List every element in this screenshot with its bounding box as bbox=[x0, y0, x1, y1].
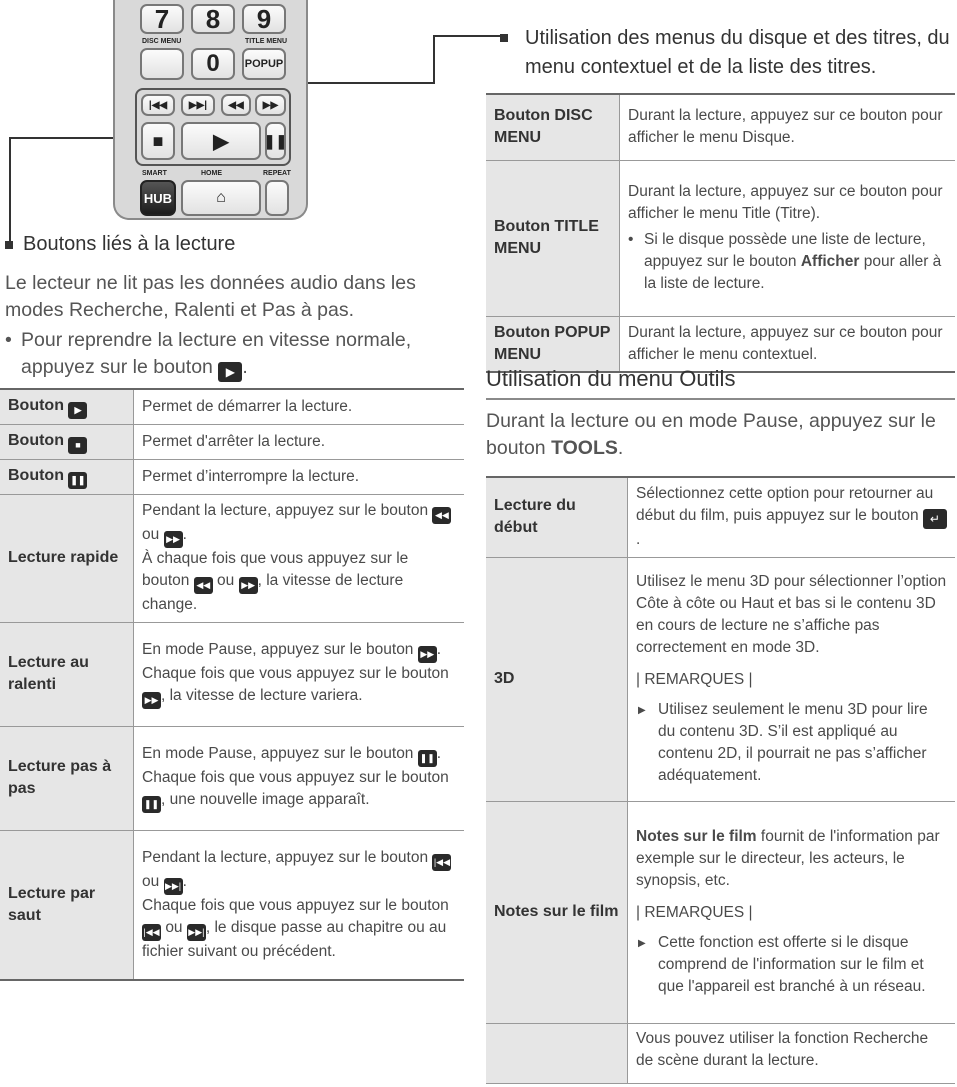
stop-key: ■ bbox=[141, 122, 175, 160]
table-row-desc: Durant la lecture, appuyez sur ce bouton pour afficher le menu contextuel. bbox=[620, 316, 956, 372]
repeat-key bbox=[265, 180, 289, 216]
key-0: 0 bbox=[191, 48, 235, 80]
pause-icon: ❚❚ bbox=[418, 750, 437, 767]
pause-key: ❚❚ bbox=[265, 122, 286, 160]
tools-menu-table bbox=[486, 476, 955, 1084]
table-row-key: Notes sur le film bbox=[486, 801, 628, 1023]
table-row-key: Lecture du début bbox=[486, 477, 628, 557]
fast-forward-icon: ▶▶ bbox=[418, 646, 437, 663]
rewind-icon: ◀◀ bbox=[432, 507, 451, 524]
table-row-desc: Vous pouvez utiliser la fonction Recherche de scène durant la lecture. bbox=[628, 1023, 956, 1083]
playback-intro: Le lecteur ne lit pas les données audio dans les modes Recherche, Ralenti et Pas à pas. bbox=[5, 272, 416, 321]
disc-menu-label: DISC MENU bbox=[142, 38, 182, 45]
table-row-key: Bouton ❚❚ bbox=[0, 459, 134, 494]
pause-icon: ❚❚ bbox=[68, 472, 87, 489]
playback-buttons-heading: Boutons liés à la lecture bbox=[5, 233, 235, 256]
table-row-key: Bouton ■ bbox=[0, 424, 134, 459]
tools-intro: Durant la lecture ou en mode Pause, appuyez sur le bouton TOOLS. bbox=[486, 410, 936, 459]
key-7: 7 bbox=[140, 4, 184, 34]
remote-control-image bbox=[113, 0, 308, 220]
key-8: 8 bbox=[191, 4, 235, 34]
title-menu-label: TITLE MENU bbox=[245, 38, 287, 45]
table-row-desc: Notes sur le film fournit de l'information par exemple sur le directeur, les acteurs, le synopsis, etc. | REMARQUES | ▶ Cette fonction est offerte si le disque comprend de l'information sur le film et que l'appareil est branché à un réseau. bbox=[628, 801, 956, 1023]
pause-icon: ❚❚ bbox=[142, 796, 161, 813]
table-row-key bbox=[486, 1023, 628, 1083]
stop-icon: ■ bbox=[68, 437, 87, 454]
table-row-desc: Permet d’interrompre la lecture. bbox=[134, 459, 465, 494]
skip-back-icon: |◀◀ bbox=[432, 854, 451, 871]
smart-label: SMART bbox=[142, 170, 167, 177]
key-9: 9 bbox=[242, 4, 286, 34]
skip-fwd-key: ▶▶| bbox=[181, 94, 215, 116]
play-key: ▶ bbox=[181, 122, 261, 160]
home-label: HOME bbox=[201, 170, 222, 177]
repeat-label: REPEAT bbox=[263, 170, 291, 177]
table-row-desc: Durant la lecture, appuyez sur ce bouton pour afficher le menu Disque. bbox=[620, 94, 956, 160]
home-key: ⌂ bbox=[181, 180, 261, 216]
hub-key: HUB bbox=[140, 180, 176, 216]
table-row-key: Bouton ▶ bbox=[0, 389, 134, 424]
skip-back-icon: |◀◀ bbox=[142, 924, 161, 941]
disc-menus-heading: Utilisation des menus du disque et des titres, du menu contextuel et de la liste des titres. bbox=[500, 24, 955, 82]
table-row-key: Bouton DISC MENU bbox=[486, 94, 620, 160]
rewind-icon: ◀◀ bbox=[194, 577, 213, 594]
table-row-desc: Sélectionnez cette option pour retourner au début du film, puis appuyez sur le bouton ↵. bbox=[628, 477, 956, 557]
table-row-desc: Durant la lecture, appuyez sur ce bouton pour afficher le menu Title (Titre). • Si le disque possède une liste de lecture, appuyez sur le bouton Afficher pour aller à la liste de lecture. bbox=[620, 160, 956, 316]
fast-forward-icon: ▶▶ bbox=[142, 692, 161, 709]
tools-menu-heading: Utilisation du menu Outils bbox=[486, 366, 736, 391]
table-row-desc: Pendant la lecture, appuyez sur le bouton |◀◀ ou ▶▶|. Chaque fois que vous appuyez sur le bouton |◀◀ ou ▶▶|, le disque passe au chapitre ou au fichier suivant ou précédent. bbox=[134, 830, 465, 980]
table-row-desc: Permet de démarrer la lecture. bbox=[134, 389, 465, 424]
table-row-key: Lecture pas à pas bbox=[0, 726, 134, 830]
popup-key: POPUP bbox=[242, 48, 286, 80]
skip-forward-icon: ▶▶| bbox=[187, 924, 206, 941]
play-icon: ▶ bbox=[68, 402, 87, 419]
table-row-desc: Pendant la lecture, appuyez sur le bouton ◀◀ ou ▶▶ . À chaque fois que vous appuyez sur le bouton ◀◀ ou ▶▶ , la vitesse de lecture change. bbox=[134, 494, 465, 622]
skip-forward-icon: ▶▶| bbox=[164, 878, 183, 895]
playback-buttons-table bbox=[0, 388, 464, 981]
skip-back-key: |◀◀ bbox=[141, 94, 175, 116]
tools-heading-rule bbox=[486, 398, 955, 400]
table-row-key: Bouton TITLE MENU bbox=[486, 160, 620, 316]
disc-menu-table bbox=[486, 93, 955, 373]
table-row-key: Lecture par saut bbox=[0, 830, 134, 980]
table-row-key: 3D bbox=[486, 557, 628, 801]
normal-speed-bullet: • Pour reprendre la lecture en vitesse normale, appuyez sur le bouton ▶ . bbox=[5, 327, 436, 382]
table-row-key: Bouton POPUP MENU bbox=[486, 316, 620, 372]
table-row-desc: En mode Pause, appuyez sur le bouton ▶▶ . Chaque fois que vous appuyez sur le bouton ▶▶ , la vitesse de lecture variera. bbox=[134, 622, 465, 726]
table-row-desc: Permet d'arrêter la lecture. bbox=[134, 424, 465, 459]
fast-forward-icon: ▶▶ bbox=[239, 577, 258, 594]
fast-forward-icon: ▶▶ bbox=[164, 531, 183, 548]
enter-icon: ↵ bbox=[923, 509, 947, 529]
play-icon: ▶ bbox=[218, 362, 242, 382]
disc-menu-key bbox=[140, 48, 184, 80]
table-row-key: Lecture au ralenti bbox=[0, 622, 134, 726]
table-row-desc: En mode Pause, appuyez sur le bouton ❚❚ . Chaque fois que vous appuyez sur le bouton ❚❚ , une nouvelle image apparaît. bbox=[134, 726, 465, 830]
table-row-key: Lecture rapide bbox=[0, 494, 134, 622]
table-row-desc: Utilisez le menu 3D pour sélectionner l’option Côte à côte ou Haut et bas si le contenu 3D en cours de lecture ne s’affiche pas correctement en mode 3D. | REMARQUES | ▶ Utilisez seulement le menu 3D pour lire du contenu 3D. S’il est appliqué au contenu 2D, il pourrait ne pas s’afficher adéquatement. bbox=[628, 557, 956, 801]
rewind-key: ◀◀ bbox=[221, 94, 251, 116]
fast-forward-key: ▶▶ bbox=[255, 94, 286, 116]
